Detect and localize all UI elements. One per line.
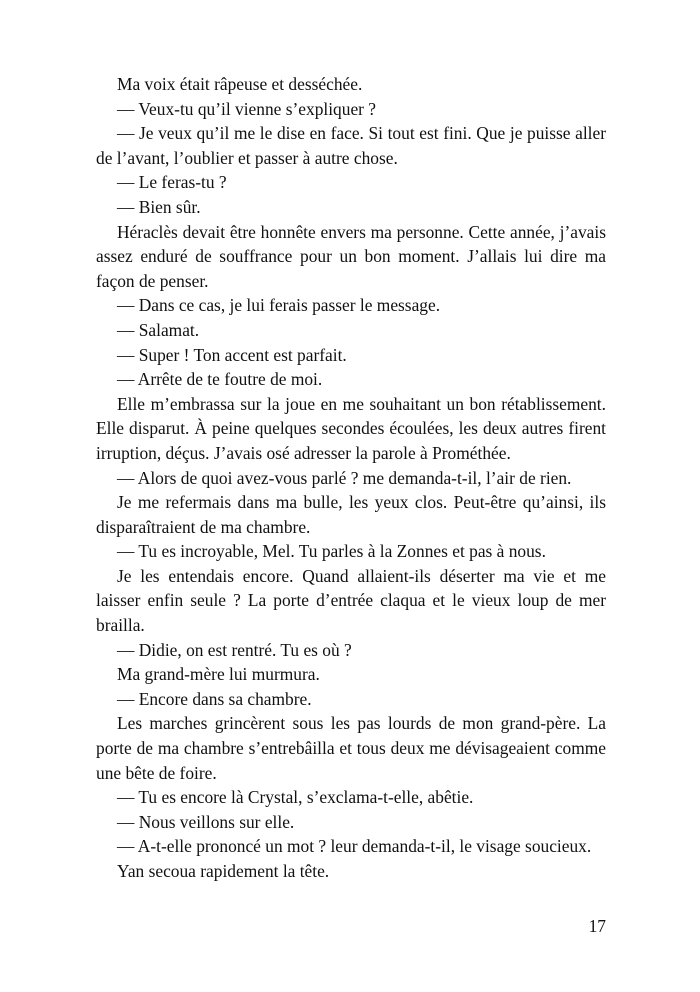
- paragraph: — Le feras-tu ?: [117, 172, 227, 193]
- paragraph: Elle m’embrassa sur la joue en me souhaitant un bon rétablissement. Elle disparut. À peine quelques secondes écoulées, les deux autres firent irruption, déçus. J’avais osé adresser la parole à Prométhée.: [96, 393, 606, 463]
- paragraph: Yan secoua rapidement la tête.: [117, 861, 330, 881]
- page-number: 17: [588, 916, 606, 936]
- paragraph: Héraclès devait être honnête envers ma personne. Cette année, j’avais assez enduré de souffrance pour un bon moment. J’allais lui dire ma façon de penser.: [96, 221, 606, 291]
- paragraph: — Je veux qu’il me le dise en face. Si tout est fini. Que je puisse aller de l’avant, l’oublier et passer à autre chose.: [96, 123, 606, 168]
- paragraph: — Encore dans sa chambre.: [117, 688, 312, 709]
- paragraph: Les marches grincèrent sous les pas lourds de mon grand-père. La porte de ma chambre s’entrebâilla et tous deux me dévisageaient comme une bête de foire.: [96, 713, 606, 783]
- paragraph: — Tu es encore là Crystal, s’exclama-t-elle, abêtie.: [117, 787, 474, 808]
- paragraph: — Dans ce cas, je lui ferais passer le message.: [117, 295, 441, 316]
- paragraph: Ma voix était râpeuse et desséchée.: [117, 74, 363, 94]
- paragraph: Ma grand-mère lui murmura.: [117, 664, 320, 685]
- paragraph: — Salamat.: [117, 319, 200, 340]
- paragraph: — Arrête de te foutre de moi.: [117, 369, 323, 390]
- paragraph: — Bien sûr.: [117, 196, 201, 217]
- paragraph: — Tu es incroyable, Mel. Tu parles à la Zonnes et pas à nous.: [117, 541, 546, 562]
- paragraph: Je les entendais encore. Quand allaient-ils déserter ma vie et me laisser enfin seule ? La porte d’entrée claqua et le vieux loup de mer brailla.: [96, 565, 606, 636]
- paragraph: — A-t-elle prononcé un mot ? leur demanda-t-il, le visage soucieux.: [117, 836, 592, 857]
- paragraph: — Veux-tu qu’il vienne s’expliquer ?: [117, 98, 377, 119]
- paragraph: — Nous veillons sur elle.: [117, 811, 295, 832]
- paragraph: — Super ! Ton accent est parfait.: [117, 344, 347, 365]
- paragraph: — Alors de quoi avez-vous parlé ? me demanda-t-il, l’air de rien.: [117, 467, 572, 488]
- paragraph: Je me refermais dans ma bulle, les yeux clos. Peut-être qu’ainsi, ils disparaîtraient de ma chambre.: [96, 492, 606, 537]
- body-text: [96, 72, 606, 884]
- paragraph: — Didie, on est rentré. Tu es où ?: [117, 639, 352, 660]
